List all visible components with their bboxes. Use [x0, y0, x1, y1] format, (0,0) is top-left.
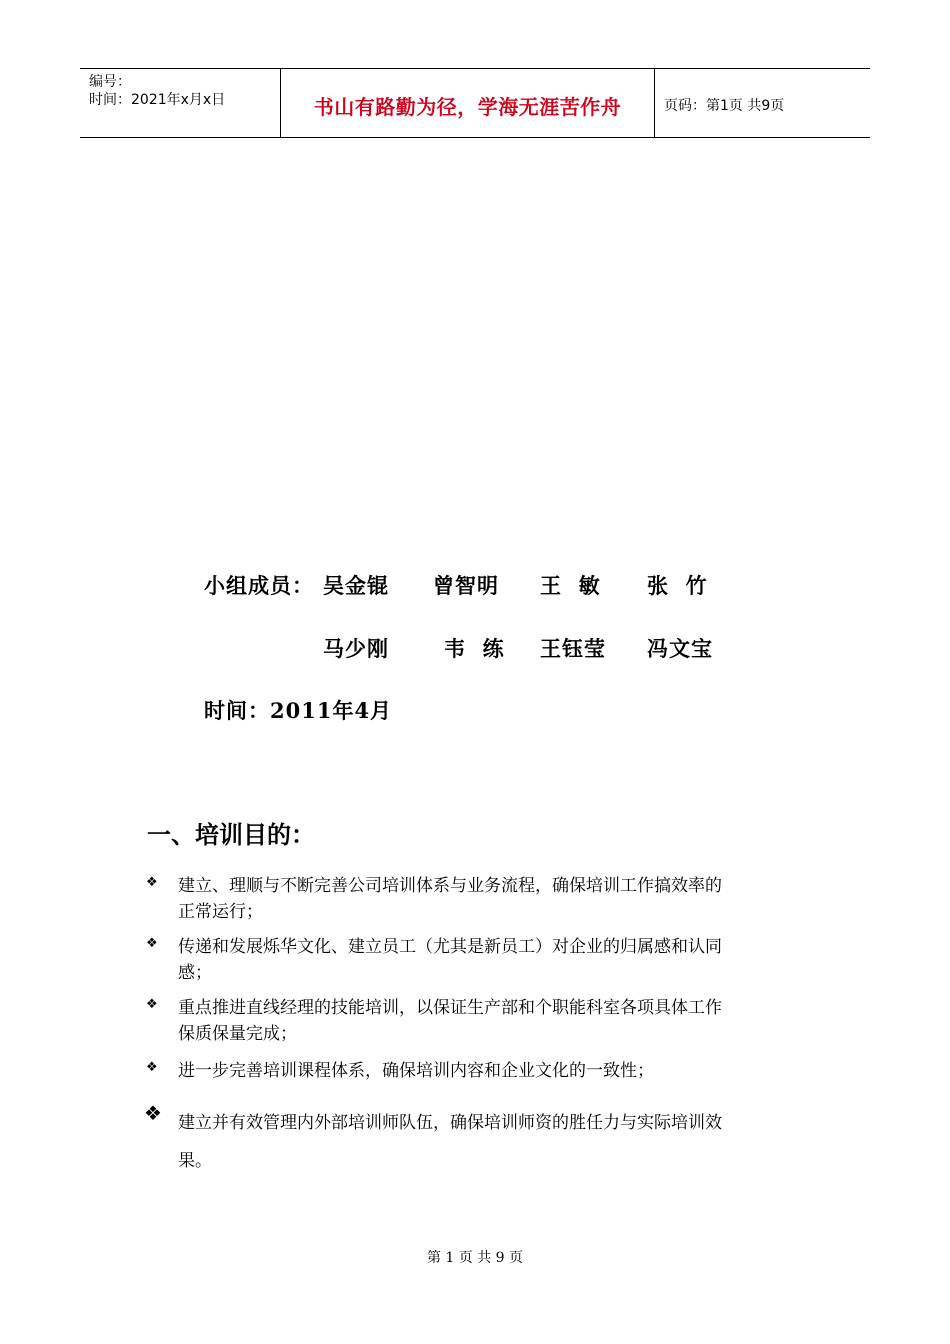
member-name: 冯文宝 [647, 636, 713, 661]
list-item-line: 感； [178, 963, 212, 983]
list-item-line: 传递和发展烁华文化、建立员工（尤其是新员工）对企业的归属感和认同 [178, 937, 722, 957]
members-label: 小组成员： [204, 573, 314, 598]
section-title: 一、培训目的： [147, 821, 315, 849]
page-info: 页码：第1页 共9页 [664, 98, 785, 114]
document-time-line: 时间：2021年x月x日 [89, 92, 226, 108]
list-item-line: 建立并有效管理内外部培训师队伍，确保培训师资的胜任力与实际培训效 [178, 1113, 722, 1133]
member-name: 吴金锟 [323, 573, 389, 598]
diamond-bullet-icon: ❖ [144, 1101, 162, 1125]
list-item-line: 建立、理顺与不断完善公司培训体系与业务流程，确保培训工作搞效率的 [178, 876, 722, 896]
members-time: 时间：2011年4月 [204, 698, 393, 723]
member-name: 韦 练 [444, 636, 505, 661]
motto-text: 书山有路勤为径，学海无涯苦作舟 [313, 95, 622, 119]
diamond-bullet-icon: ❖ [146, 875, 158, 890]
list-item-line: 正常运行； [178, 902, 263, 922]
member-name: 王钰莹 [540, 636, 606, 661]
member-name: 马少刚 [323, 636, 389, 661]
header-page-cell [655, 69, 870, 137]
diamond-bullet-icon: ❖ [146, 997, 158, 1012]
member-name: 曾智明 [433, 573, 499, 598]
document-number-label: 编号： [89, 74, 131, 90]
header-motto-cell [281, 69, 655, 137]
list-item-line: 果。 [178, 1151, 212, 1171]
member-name: 王 敏 [540, 573, 601, 598]
member-name: 张 竹 [647, 573, 708, 598]
list-item-line: 保质保量完成； [178, 1024, 297, 1044]
document-header [80, 68, 870, 138]
diamond-bullet-icon: ❖ [146, 936, 158, 951]
list-item-line: 进一步完善培训课程体系，确保培训内容和企业文化的一致性； [178, 1061, 654, 1081]
diamond-bullet-icon: ❖ [146, 1060, 158, 1075]
header-meta-cell [80, 69, 281, 137]
page-footer: 第 1 页 共 9 页 [426, 1250, 524, 1266]
list-item-line: 重点推进直线经理的技能培训，以保证生产部和个职能科室各项具体工作 [178, 998, 722, 1018]
